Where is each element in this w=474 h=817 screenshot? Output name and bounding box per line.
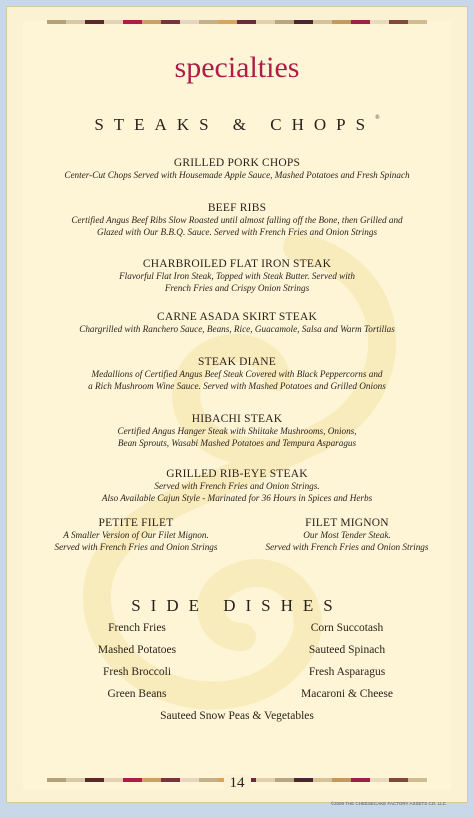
stripe-segment [275, 20, 294, 24]
item-desc-line: Medallions of Certified Angus Beef Steak Covered with Black Peppercorns and [91, 369, 383, 379]
item-name: STEAK DIANE [198, 356, 276, 368]
stripe-segment [199, 20, 218, 24]
item-desc-line: Served with French Fries and Onion Strings [265, 542, 429, 552]
page-number [7, 775, 467, 792]
item-name: BEEF RIBS [207, 202, 267, 214]
item-desc-line: Also Available Cajun Style - Marinated for 36 Hours in Spices and Herbs [101, 493, 373, 503]
item-name: GRILLED PORK CHOPS [173, 157, 301, 169]
item-name: FILET MIGNON [305, 517, 389, 529]
item-desc-line: Bean Sprouts, Wasabi Mashed Potatoes and Tempura Asparagus [117, 438, 357, 448]
item-desc-line: Served with French Fries and Onion Strings. [154, 481, 320, 491]
stripe-segment [294, 20, 313, 24]
item-desc-line: a Rich Mushroom Wine Sauce. Served with Mashed Potatoes and Grilled Onions [88, 381, 386, 391]
side-dish: Green Beans [107, 688, 167, 700]
stripe-segment [66, 20, 85, 24]
menu-item [7, 258, 467, 294]
stripe-segment [351, 20, 370, 24]
item-desc-line: Glazed with Our B.B.Q. Sauce. Served with French Fries and Onion Strings [96, 227, 378, 237]
menu-item [7, 413, 467, 449]
top-color-stripe [47, 20, 427, 24]
item-desc-line: Certified Angus Hanger Steak with Shiitake Mushrooms, Onions, [117, 426, 357, 436]
stripe-segment [47, 20, 66, 24]
stripe-segment [85, 20, 104, 24]
side-dish: Fresh Broccoli [102, 666, 172, 678]
stripe-segment [389, 20, 408, 24]
menu-item [7, 311, 467, 335]
item-name: CARNE ASADA SKIRT STEAK [157, 311, 317, 323]
stripe-segment [332, 20, 351, 24]
stripe-segment [237, 20, 256, 24]
page-number-text: 14 [224, 775, 251, 791]
menu-item-filet-mignon [257, 517, 437, 553]
stripe-segment [408, 20, 427, 24]
menu-item [7, 157, 467, 181]
stripe-segment [180, 20, 199, 24]
side-dish: Corn Succotash [310, 622, 384, 634]
sides-left-column [77, 622, 197, 710]
page-title: specialties [174, 51, 300, 84]
stripe-segment [123, 20, 142, 24]
item-name: GRILLED RIB-EYE STEAK [166, 468, 308, 480]
side-dish: Sauteed Snow Peas & Vegetables [160, 710, 314, 722]
menu-item [7, 356, 467, 392]
side-dish: Sauteed Spinach [308, 644, 386, 656]
registered-mark: ® [375, 115, 380, 121]
item-desc-line: Our Most Tender Steak. [303, 530, 391, 540]
item-desc-line: Served with French Fries and Onion Strings [54, 542, 218, 552]
side-dish: Fresh Asparagus [308, 666, 386, 678]
steaks-heading [7, 115, 467, 135]
item-desc-line: Center-Cut Chops Served with Housemade Apple Sauce, Mashed Potatoes and Fresh Spinach [64, 170, 410, 180]
item-name: CHARBROILED FLAT IRON STEAK [142, 258, 332, 270]
steaks-heading-text: STEAKS & CHOPS [94, 115, 376, 134]
menu-item [7, 468, 467, 504]
item-name: PETITE FILET [98, 517, 174, 529]
side-dish: Mashed Potatoes [97, 644, 177, 656]
side-dish: Macaroni & Cheese [301, 688, 393, 700]
menu-page [6, 6, 468, 803]
stripe-segment [218, 20, 237, 24]
stripe-segment [104, 20, 123, 24]
copyright-notice: ©2009 THE CHEESECAKE FACTORY ASSETS CO. LLC [330, 801, 446, 806]
item-desc-line: Chargrilled with Ranchero Sauce, Beans, Rice, Guacamole, Salsa and Warm Tortillas [79, 324, 395, 334]
stripe-segment [142, 20, 161, 24]
stripe-segment [313, 20, 332, 24]
stripe-segment [256, 20, 275, 24]
sides-right-column [277, 622, 417, 710]
item-desc-line: French Fries and Crispy Onion Strings [164, 283, 310, 293]
menu-item-petite-filet [51, 517, 221, 553]
item-desc-line: A Smaller Version of Our Filet Mignon. [63, 530, 209, 540]
item-desc-line: Flavorful Flat Iron Steak, Topped with Steak Butter. Served with [119, 271, 355, 281]
item-desc-line: Certified Angus Beef Ribs Slow Roasted until almost falling off the Bone, then Grilled and [71, 215, 403, 225]
side-dish: French Fries [108, 622, 166, 634]
item-name: HIBACHI STEAK [191, 413, 283, 425]
menu-item [7, 202, 467, 238]
stripe-segment [370, 20, 389, 24]
stripe-segment [161, 20, 180, 24]
sides-heading: SIDE DISHES [131, 596, 343, 615]
